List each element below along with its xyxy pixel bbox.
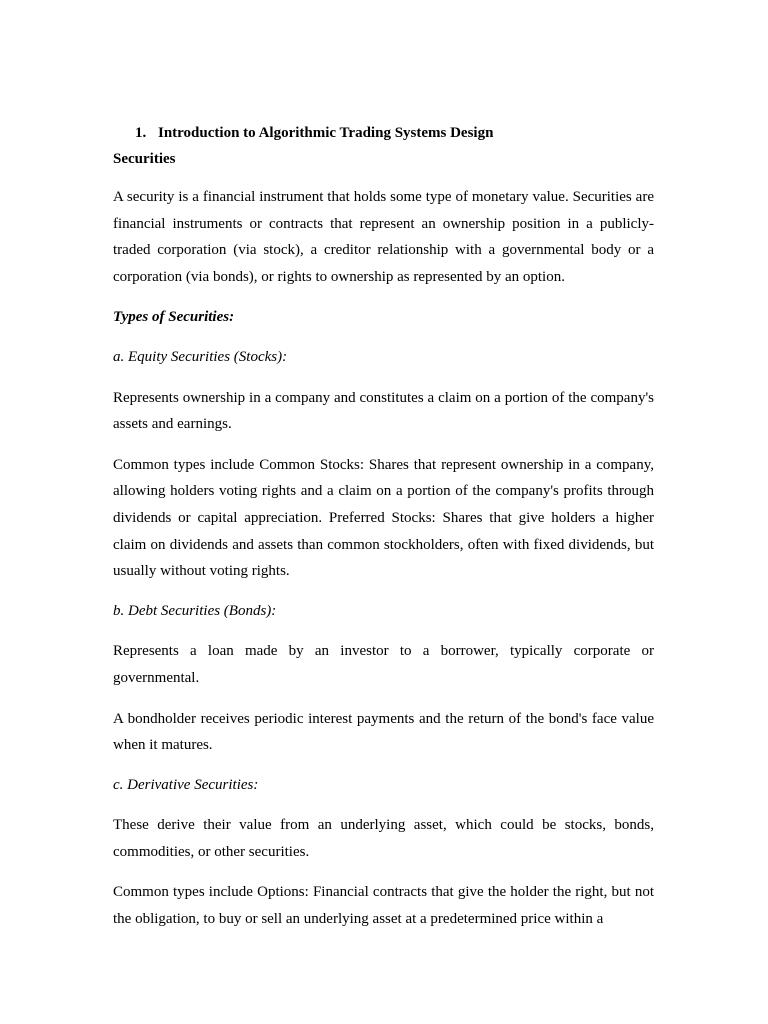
equity-paragraph-1: Represents ownership in a company and constitutes a claim on a portion of the company's assets and earnings. <box>113 389 654 433</box>
chapter-number: 1. <box>135 125 147 141</box>
derivative-paragraph-1: These derive their value from an underlying asset, which could be stocks, bonds, commodities, or other securities. <box>113 817 654 860</box>
debt-paragraph-1: Represents a loan made by an investor to a borrower, typically corporate or governmental. <box>113 643 654 686</box>
chapter-title: Introduction to Algorithmic Trading Systems Design <box>158 125 494 141</box>
derivative-heading: c. Derivative Securities: <box>113 776 259 793</box>
debt-heading: b. Debt Securities (Bonds): <box>113 602 277 619</box>
types-heading: Types of Securities: <box>113 309 235 326</box>
debt-paragraph-2: A bondholder receives periodic interest payments and the return of the bond's face value when it matures. <box>113 710 654 754</box>
equity-heading: a. Equity Securities (Stocks): <box>113 348 288 365</box>
derivative-paragraph-2: Common types include Options: Financial contracts that give the holder the right, but not the obligation, to buy or sell an underlying asset at a predetermined price within a <box>113 884 654 928</box>
section-title: Securities <box>113 151 176 167</box>
document-body <box>113 122 654 933</box>
chapter-heading <box>135 122 654 144</box>
equity-paragraph-2: Common types include Common Stocks: Shares that represent ownership in a company, allowing holders voting rights and a claim on a portion of the company's profits through dividends or capital appreciation. Preferred Stocks: Shares that give holders a higher claim on dividends and assets than common stockholders, often with fixed dividends, but usually without voting rights. <box>113 456 654 580</box>
intro-paragraph: A security is a financial instrument that holds some type of monetary value. Securities are financial instruments or contracts that represent an ownership position in a publicly-traded corporation (via stock), a creditor relationship with a governmental body or a corporation (via bonds), or rights to ownership as represented by an option. <box>113 189 654 285</box>
